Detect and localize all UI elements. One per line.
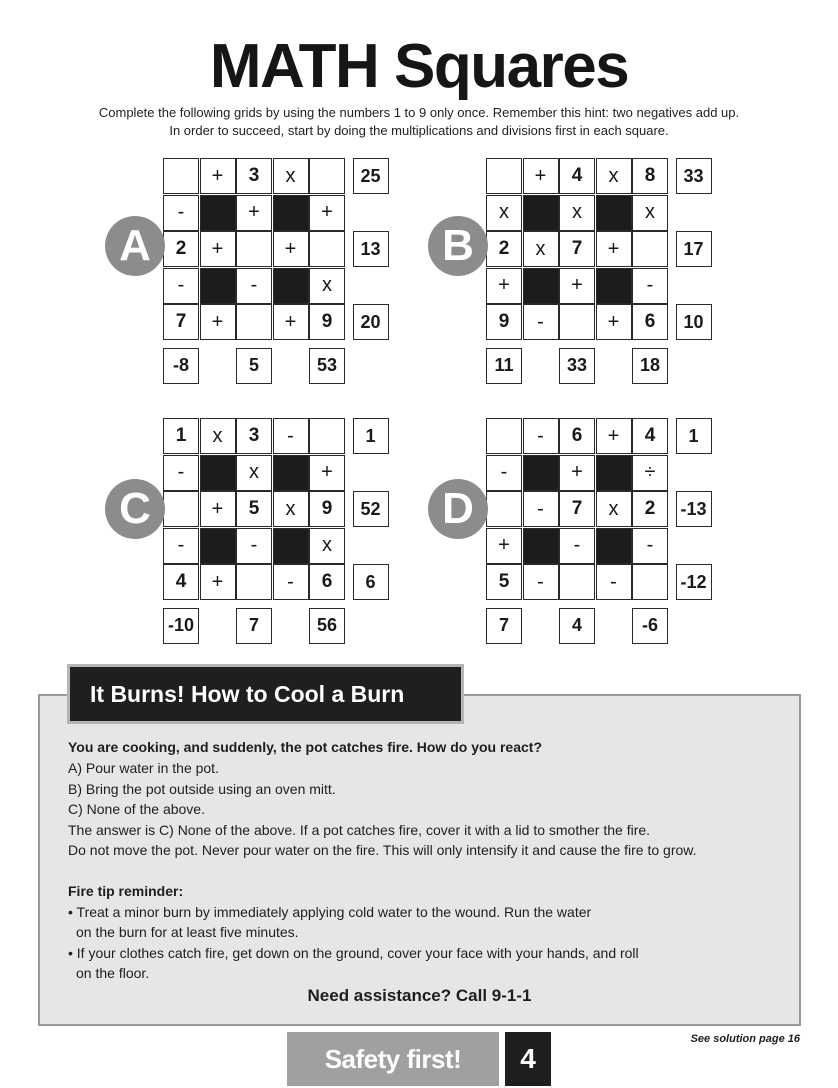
- black-cell: [273, 528, 309, 564]
- operator-cell: -: [523, 491, 559, 527]
- given-number-cell: 3: [236, 158, 272, 194]
- blank-answer-cell[interactable]: [309, 231, 345, 267]
- puzzle-label-badge: A: [105, 216, 165, 276]
- column-total: 56: [309, 608, 345, 644]
- black-cell: [523, 195, 559, 231]
- black-cell: [200, 455, 236, 491]
- operator-cell: +: [200, 231, 236, 267]
- operator-cell: -: [236, 268, 272, 304]
- black-cell: [273, 268, 309, 304]
- page-title: MATH Squares: [209, 32, 629, 101]
- row-total: 1: [676, 418, 712, 454]
- operator-cell: -: [523, 564, 559, 600]
- operator-cell: -: [163, 528, 199, 564]
- blank-answer-cell[interactable]: [486, 158, 522, 194]
- option-a: A) Pour water in the pot.: [68, 760, 219, 776]
- given-number-cell: 7: [559, 231, 595, 267]
- row-total: 1: [353, 418, 389, 454]
- row-total: 6: [353, 564, 389, 600]
- footer-section-label: Safety first!: [287, 1032, 499, 1086]
- row-total: 13: [353, 231, 389, 267]
- given-number-cell: 2: [632, 491, 668, 527]
- black-cell: [523, 455, 559, 491]
- row-total: -13: [676, 491, 712, 527]
- black-cell: [273, 455, 309, 491]
- column-total: -10: [163, 608, 199, 644]
- row-total: 33: [676, 158, 712, 194]
- blank-answer-cell[interactable]: [236, 564, 272, 600]
- operator-cell: x: [236, 455, 272, 491]
- page-number: 4: [505, 1032, 551, 1086]
- blank-answer-cell[interactable]: [486, 491, 522, 527]
- row-total: 17: [676, 231, 712, 267]
- column-total: 33: [559, 348, 595, 384]
- operator-cell: +: [523, 158, 559, 194]
- operator-cell: +: [596, 304, 632, 340]
- given-number-cell: 5: [236, 491, 272, 527]
- operator-cell: +: [596, 418, 632, 454]
- operator-cell: +: [486, 528, 522, 564]
- row-total: 25: [353, 158, 389, 194]
- given-number-cell: 9: [309, 304, 345, 340]
- blank-answer-cell[interactable]: [309, 418, 345, 454]
- column-total: 53: [309, 348, 345, 384]
- black-cell: [596, 268, 632, 304]
- tip-line-2: on the burn for at least five minutes.: [76, 924, 299, 940]
- operator-cell: x: [596, 158, 632, 194]
- operator-cell: ÷: [632, 455, 668, 491]
- blank-answer-cell[interactable]: [163, 491, 199, 527]
- operator-cell: -: [632, 268, 668, 304]
- operator-cell: -: [486, 455, 522, 491]
- black-cell: [596, 195, 632, 231]
- black-cell: [596, 455, 632, 491]
- operator-cell: +: [200, 564, 236, 600]
- column-total: 18: [632, 348, 668, 384]
- blank-answer-cell[interactable]: [163, 158, 199, 194]
- solution-note: See solution page 16: [690, 1033, 800, 1045]
- column-total: 7: [486, 608, 522, 644]
- operator-cell: -: [236, 528, 272, 564]
- operator-cell: -: [163, 195, 199, 231]
- puzzle-label-badge: B: [428, 216, 488, 276]
- operator-cell: +: [273, 231, 309, 267]
- operator-cell: x: [309, 528, 345, 564]
- operator-cell: +: [236, 195, 272, 231]
- given-number-cell: 9: [309, 491, 345, 527]
- black-cell: [273, 195, 309, 231]
- instructions-line-2: In order to succeed, start by doing the multiplications and divisions first in each square.: [169, 123, 669, 138]
- given-number-cell: 6: [309, 564, 345, 600]
- column-total: 4: [559, 608, 595, 644]
- operator-cell: x: [596, 491, 632, 527]
- operator-cell: -: [163, 455, 199, 491]
- puzzle-label-badge: C: [105, 479, 165, 539]
- row-total: -12: [676, 564, 712, 600]
- operator-cell: -: [163, 268, 199, 304]
- operator-cell: x: [273, 158, 309, 194]
- given-number-cell: 3: [236, 418, 272, 454]
- tip-line-1: • Treat a minor burn by immediately applying cold water to the wound. Run the water: [68, 904, 592, 920]
- operator-cell: x: [632, 195, 668, 231]
- black-cell: [200, 195, 236, 231]
- given-number-cell: 7: [559, 491, 595, 527]
- operator-cell: -: [596, 564, 632, 600]
- column-total: -6: [632, 608, 668, 644]
- tip-line-4: on the floor.: [76, 965, 150, 981]
- operator-cell: +: [559, 268, 595, 304]
- blank-answer-cell[interactable]: [486, 418, 522, 454]
- blank-answer-cell[interactable]: [632, 564, 668, 600]
- given-number-cell: 4: [559, 158, 595, 194]
- given-number-cell: 6: [559, 418, 595, 454]
- black-cell: [596, 528, 632, 564]
- operator-cell: +: [309, 455, 345, 491]
- tip-heading: Fire tip reminder:: [68, 883, 184, 899]
- given-number-cell: 4: [163, 564, 199, 600]
- given-number-cell: 5: [486, 564, 522, 600]
- blank-answer-cell[interactable]: [309, 158, 345, 194]
- answer-line-2: Do not move the pot. Never pour water on the fire. This will only intensify it and cause the fire to grow.: [68, 842, 697, 858]
- assistance-text: Need assistance? Call 9-1-1: [307, 986, 532, 1005]
- given-number-cell: 2: [486, 231, 522, 267]
- panel-heading: It Burns! How to Cool a Burn: [67, 664, 464, 724]
- operator-cell: -: [273, 564, 309, 600]
- operator-cell: +: [596, 231, 632, 267]
- operator-cell: x: [273, 491, 309, 527]
- given-number-cell: 7: [163, 304, 199, 340]
- operator-cell: x: [486, 195, 522, 231]
- operator-cell: x: [200, 418, 236, 454]
- operator-cell: -: [632, 528, 668, 564]
- given-number-cell: 4: [632, 418, 668, 454]
- operator-cell: +: [486, 268, 522, 304]
- column-total: 5: [236, 348, 272, 384]
- operator-cell: x: [559, 195, 595, 231]
- operator-cell: -: [523, 304, 559, 340]
- operator-cell: x: [309, 268, 345, 304]
- given-number-cell: 6: [632, 304, 668, 340]
- given-number-cell: 2: [163, 231, 199, 267]
- blank-answer-cell[interactable]: [632, 231, 668, 267]
- operator-cell: +: [200, 158, 236, 194]
- given-number-cell: 1: [163, 418, 199, 454]
- column-total: -8: [163, 348, 199, 384]
- operator-cell: -: [559, 528, 595, 564]
- operator-cell: +: [200, 491, 236, 527]
- operator-cell: +: [309, 195, 345, 231]
- option-c: C) None of the above.: [68, 801, 205, 817]
- blank-answer-cell[interactable]: [559, 564, 595, 600]
- column-total: 7: [236, 608, 272, 644]
- black-cell: [200, 528, 236, 564]
- black-cell: [523, 528, 559, 564]
- black-cell: [200, 268, 236, 304]
- blank-answer-cell[interactable]: [559, 304, 595, 340]
- column-total: 11: [486, 348, 522, 384]
- question-text: You are cooking, and suddenly, the pot catches fire. How do you react?: [68, 739, 543, 755]
- black-cell: [523, 268, 559, 304]
- puzzle-label-badge: D: [428, 479, 488, 539]
- tip-line-3: • If your clothes catch fire, get down on the ground, cover your face with your hands, and roll: [68, 945, 639, 961]
- row-total: 20: [353, 304, 389, 340]
- row-total: 10: [676, 304, 712, 340]
- blank-answer-cell[interactable]: [236, 304, 272, 340]
- answer-line-1: The answer is C) None of the above. If a pot catches fire, cover it with a lid to smother the fire.: [68, 822, 651, 838]
- operator-cell: -: [523, 418, 559, 454]
- operator-cell: +: [559, 455, 595, 491]
- instructions-line-1: Complete the following grids by using the numbers 1 to 9 only once. Remember this hint: two negatives add up.: [98, 105, 740, 120]
- given-number-cell: 8: [632, 158, 668, 194]
- operator-cell: x: [523, 231, 559, 267]
- operator-cell: +: [200, 304, 236, 340]
- row-total: 52: [353, 491, 389, 527]
- option-b: B) Bring the pot outside using an oven mitt.: [68, 781, 336, 797]
- operator-cell: -: [273, 418, 309, 454]
- blank-answer-cell[interactable]: [236, 231, 272, 267]
- given-number-cell: 9: [486, 304, 522, 340]
- operator-cell: +: [273, 304, 309, 340]
